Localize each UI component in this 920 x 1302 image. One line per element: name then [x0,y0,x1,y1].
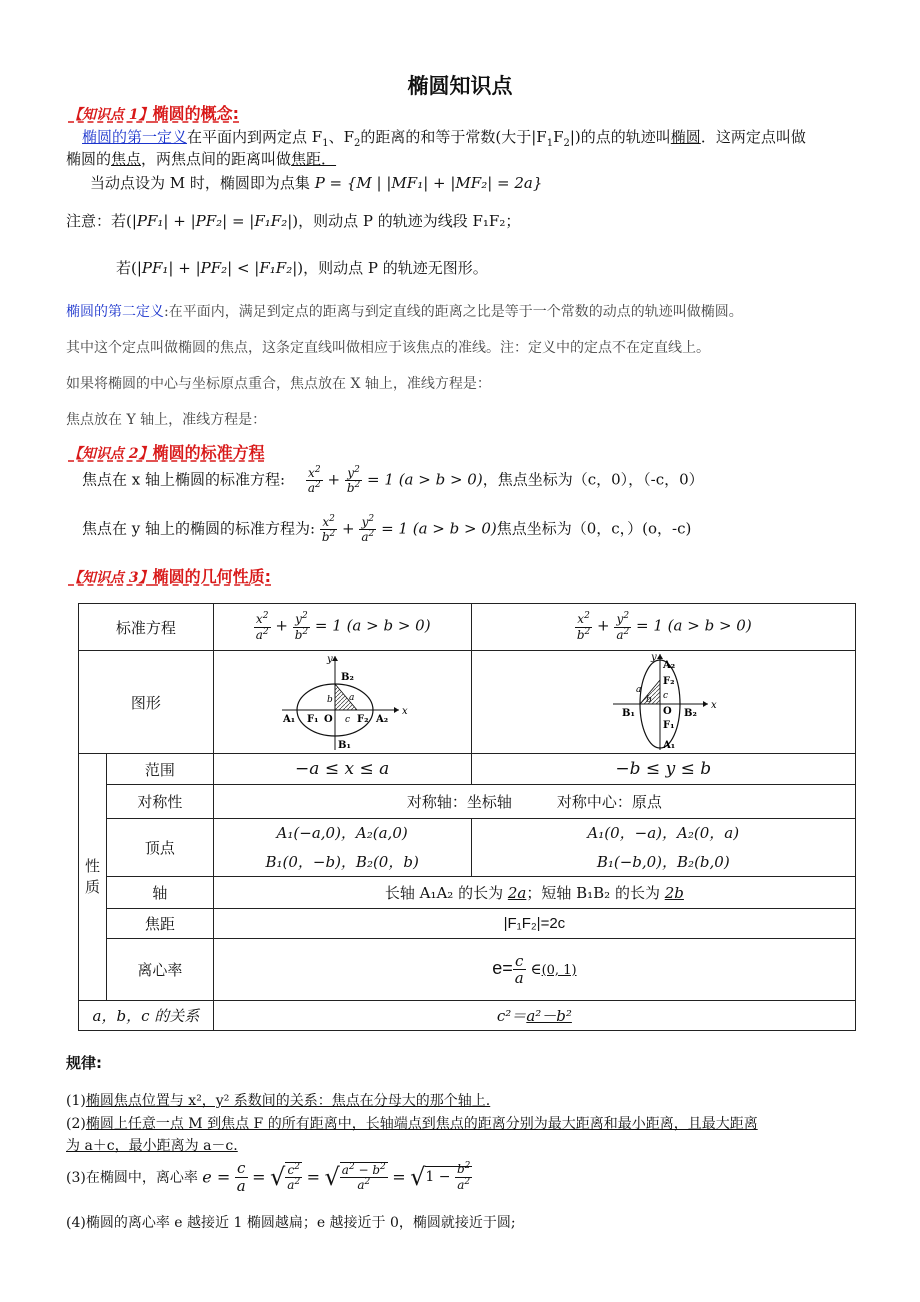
vertex-x [213,819,471,877]
def1-text: 在平面内到两定点 F [187,128,323,146]
focus-term: 焦点 [111,150,142,168]
f1-label: F₁ [307,714,319,725]
table-row [79,819,856,877]
table-row [79,909,856,939]
table-row [79,785,856,819]
ecc-prefix: e= [492,957,513,978]
equation-condition: = 1 (a > b > 0) [367,470,483,489]
a2-label: A₂ [376,714,389,725]
equation-condition: = 1 (a > b > 0) [381,519,497,538]
rule-1 [66,1090,490,1110]
foci-text: 焦点坐标为（0，c，）(o，-c) [496,519,692,538]
directrix-y: 焦点放在 Y 轴上，准线方程是： [66,412,267,428]
eq-condition: = 1 (a > b > 0) [314,617,431,635]
kp3-tag: 【知识点 3】 [68,570,153,586]
origin-label: O [663,706,672,717]
relation-label [79,1001,214,1031]
note-text: )，则动点 P 的轨迹无图形。 [297,259,488,277]
kp1-name: 椭圆的概念: [152,104,240,123]
note1-formula: |PF₁| + |PF₂| = |F₁F₂| [131,212,293,230]
moving-point-line [90,172,542,193]
table-row [79,1001,856,1031]
horizontal-ellipse-figure [277,652,407,752]
vertex-y-b: B₁(−b,0)，B₂(b,0) [596,852,730,871]
foci-text: ，焦点坐标为（c，0），（-c，0） [482,470,704,489]
rule-2-text-cont: 为 a＋c，最小距离为 a－c. [66,1138,238,1154]
ecc-value: e= $\frac{c}{a}$ ∈(0, 1) [213,939,855,1001]
c-label: c [345,715,351,725]
rule-2-cont [66,1135,238,1155]
range-x-value: −a ≤ x ≤ a [295,759,390,779]
kp2-heading [68,440,265,463]
y-axis-label: y [327,654,333,665]
moving-point-text: 当动点设为 M 时，椭圆即为点集 [90,174,310,192]
vertex-label: 顶点 [106,819,213,877]
vertex-x-b: B₁(0，−b)，B₂(0，b) [265,852,419,871]
vertical-ellipse-figure [608,652,718,752]
a2-label: A₂ [663,660,676,671]
a1-label: A₁ [283,714,296,725]
rule-1-text: 椭圆焦点位置与 x²，y² 系数间的关系：焦点在分母大的那个轴上. [85,1093,491,1109]
range-x [213,754,471,785]
properties-table [78,603,856,1031]
def1-text: 椭圆的 [66,150,112,168]
relation-label-text: a，b，c 的关系 [92,1007,200,1025]
b2-label: B₂ [684,708,698,719]
rule-4: (4)椭圆的离心率 e 越接近 1 椭圆越扁；e 越接近于 0，椭圆就接近于圆; [66,1215,516,1231]
props-label [79,754,107,1001]
table-row [79,604,856,651]
equation-text: 焦点在 x 轴上椭圆的标准方程: [82,470,286,489]
kp2-tag: 【知识点 2】 [68,446,153,462]
rules-heading: 规律: [66,1054,102,1072]
rule-2-text: 椭圆上任意一点 M 到焦点 F 的所有距离中，长轴端点到焦点的距离分别为最大距离和最小距离，且最大距离 [85,1116,758,1132]
figure-label: 图形 [79,651,214,754]
note-text: )，则动点 P 的轨迹为线段 F₁F₂； [292,212,521,230]
def2-label: 椭圆的第二定义 [66,304,164,320]
a-label: a [636,685,642,695]
relation-text: c²＝ [496,1007,527,1025]
c-label: c [663,691,669,701]
eq-condition: = 1 (a > b > 0) [636,617,752,635]
y-axis-label: y [651,652,657,663]
note1-line [66,210,520,231]
table-row [79,651,856,754]
page-title: 椭圆知识点 [407,74,513,98]
minor-axis-length: 2b [664,884,684,902]
table-row [79,939,856,1001]
symmetry-label: 对称性 [106,785,213,819]
kp2-name: 椭圆的标准方程 [152,443,265,462]
b-label: b [327,695,333,705]
axis-label: 轴 [106,877,213,909]
b1-label: B₁ [338,740,351,751]
f1-label: F₁ [663,720,675,731]
def1-text: 的距离的和等于常数(大于|F [360,128,547,146]
x-axis-equation: 焦点在 x 轴上椭圆的标准方程: $\frac{x^2}{a^2}$ + $\frac{y^2}{b^2}$ = 1 (a > b > 0)，焦点坐标为（c，0），（-c，0） [82,465,704,496]
vertex-y [471,819,855,877]
kp3-name: 椭圆的几何性质: [152,567,272,586]
def1-line: 椭圆的第一定义在平面内到两定点 $F_1$、$F_2$的距离的和等于常数(大于$|F_1F_2|$)的点的轨迹叫椭圆．这两定点叫做 [82,128,806,149]
directrix-x: 如果将椭圆的中心与坐标原点重合，焦点放在 X 轴上，准线方程是： [66,376,491,392]
figure-x-ellipse [213,651,471,754]
set-formula: P = {M | |MF₁| + |MF₂| = 2a} [314,174,543,192]
def2-line2: 其中这个定点叫做椭圆的焦点，这条定直线叫做相应于该焦点的准线。注：定义中的定点不在定直线上。 [66,340,710,356]
axis-text: 长轴 A₁A₂ 的长为 [384,884,508,902]
focal-distance-term: 焦距． [291,150,337,168]
relation-text-underlined: a²－b² [526,1007,572,1025]
std-eq-label: 标准方程 [79,604,214,651]
rule-number: (2) [66,1116,86,1132]
b2-label: B₂ [341,672,354,683]
kp1-heading [68,101,239,124]
rule-3-text: (3)在椭圆中，离心率 [66,1170,198,1186]
focal-value: |F₁F₂|=2c [213,909,855,939]
y-axis-equation: 焦点在 y 轴上的椭圆的标准方程为: $\frac{x^2}{b^2}$ + $\frac{y^2}{a^2}$ = 1 (a > b > 0)焦点坐标为（0，c，）(o，-c) [82,514,692,545]
def1-text: 、F [328,128,354,146]
def1-line2 [66,148,336,169]
def1-text: ．这两定点叫做 [700,128,806,146]
ecc-label: 离心率 [106,939,213,1001]
axis-text: ；短轴 B₁B₂ 的长为 [526,884,665,902]
kp3-heading [68,564,271,587]
def1-term: 椭圆 [670,128,701,146]
table-row [79,754,856,785]
props-label-text: 性质 [84,857,100,896]
def1-text: |)的点的轨迹叫 [569,128,671,146]
major-axis-length: 2a [507,884,527,902]
def1-text: ，两焦点间的距离叫做 [141,150,292,168]
table-row [79,877,856,909]
symmetry-text: 对称轴：坐标轴 对称中心：原点 [406,793,662,811]
a1-label: A₁ [663,740,676,751]
kp1-tag: 【知识点 1】 [68,107,153,123]
vertex-x-a: A₁(−a,0)，A₂(a,0) [276,824,408,842]
note-text: 若( [116,259,137,277]
focal-label: 焦距 [106,909,213,939]
note2-line [116,257,488,278]
note2-formula: |PF₁| + |PF₂| < |F₁F₂| [136,259,298,277]
b1-label: B₁ [622,708,636,719]
symmetry-value [213,785,855,819]
def2-text: :在平面内，满足到定点的距离与到定直线的距离之比是等于一个常数的动点的轨迹叫做椭圆。 [164,304,743,320]
x-axis-label: x [711,700,717,711]
std-eq-y: $\frac{x^2}{b^2}$ + $\frac{y^2}{a^2}$ = 1 (a > b > 0) [471,604,855,651]
rule-2 [66,1113,758,1133]
note-text: 注意：若( [66,212,132,230]
rule-number: (1) [66,1093,86,1109]
x-axis-label: x [402,706,408,717]
f2-label: F₂ [357,714,369,725]
rule-3: (3)在椭圆中，离心率 e = $\frac{c}{a}$ = √ $\frac{c^2}{a^2}$ = √ $\frac{a^2 - b^2}{a^2}$ = √1 − $\frac{b^2}{a^2}$ [66,1159,471,1195]
f2-label: F₂ [663,676,675,687]
ecc-range: (0, 1) [541,962,577,978]
vertex-y-a: A₁(0，−a)，A₂(0，a) [587,824,740,842]
ecc-in: ∈ [530,959,542,978]
origin-label: O [324,714,333,725]
axis-value [213,877,855,909]
range-label: 范围 [106,754,213,785]
range-y [471,754,855,785]
equation-text: 焦点在 y 轴上的椭圆的标准方程为: [82,519,316,538]
def1-label: 椭圆的第一定义 [82,128,188,146]
std-eq-x: $\frac{x^2}{a^2}$ + $\frac{y^2}{b^2}$ = 1 (a > b > 0) [213,604,471,651]
range-y-value: −b ≤ y ≤ b [615,759,712,779]
relation-value [213,1001,855,1031]
def1-text: F [553,128,564,146]
a-label: a [349,693,355,703]
b-label: b [646,695,653,705]
def2-line [66,301,743,321]
figure-y-ellipse [471,651,855,754]
